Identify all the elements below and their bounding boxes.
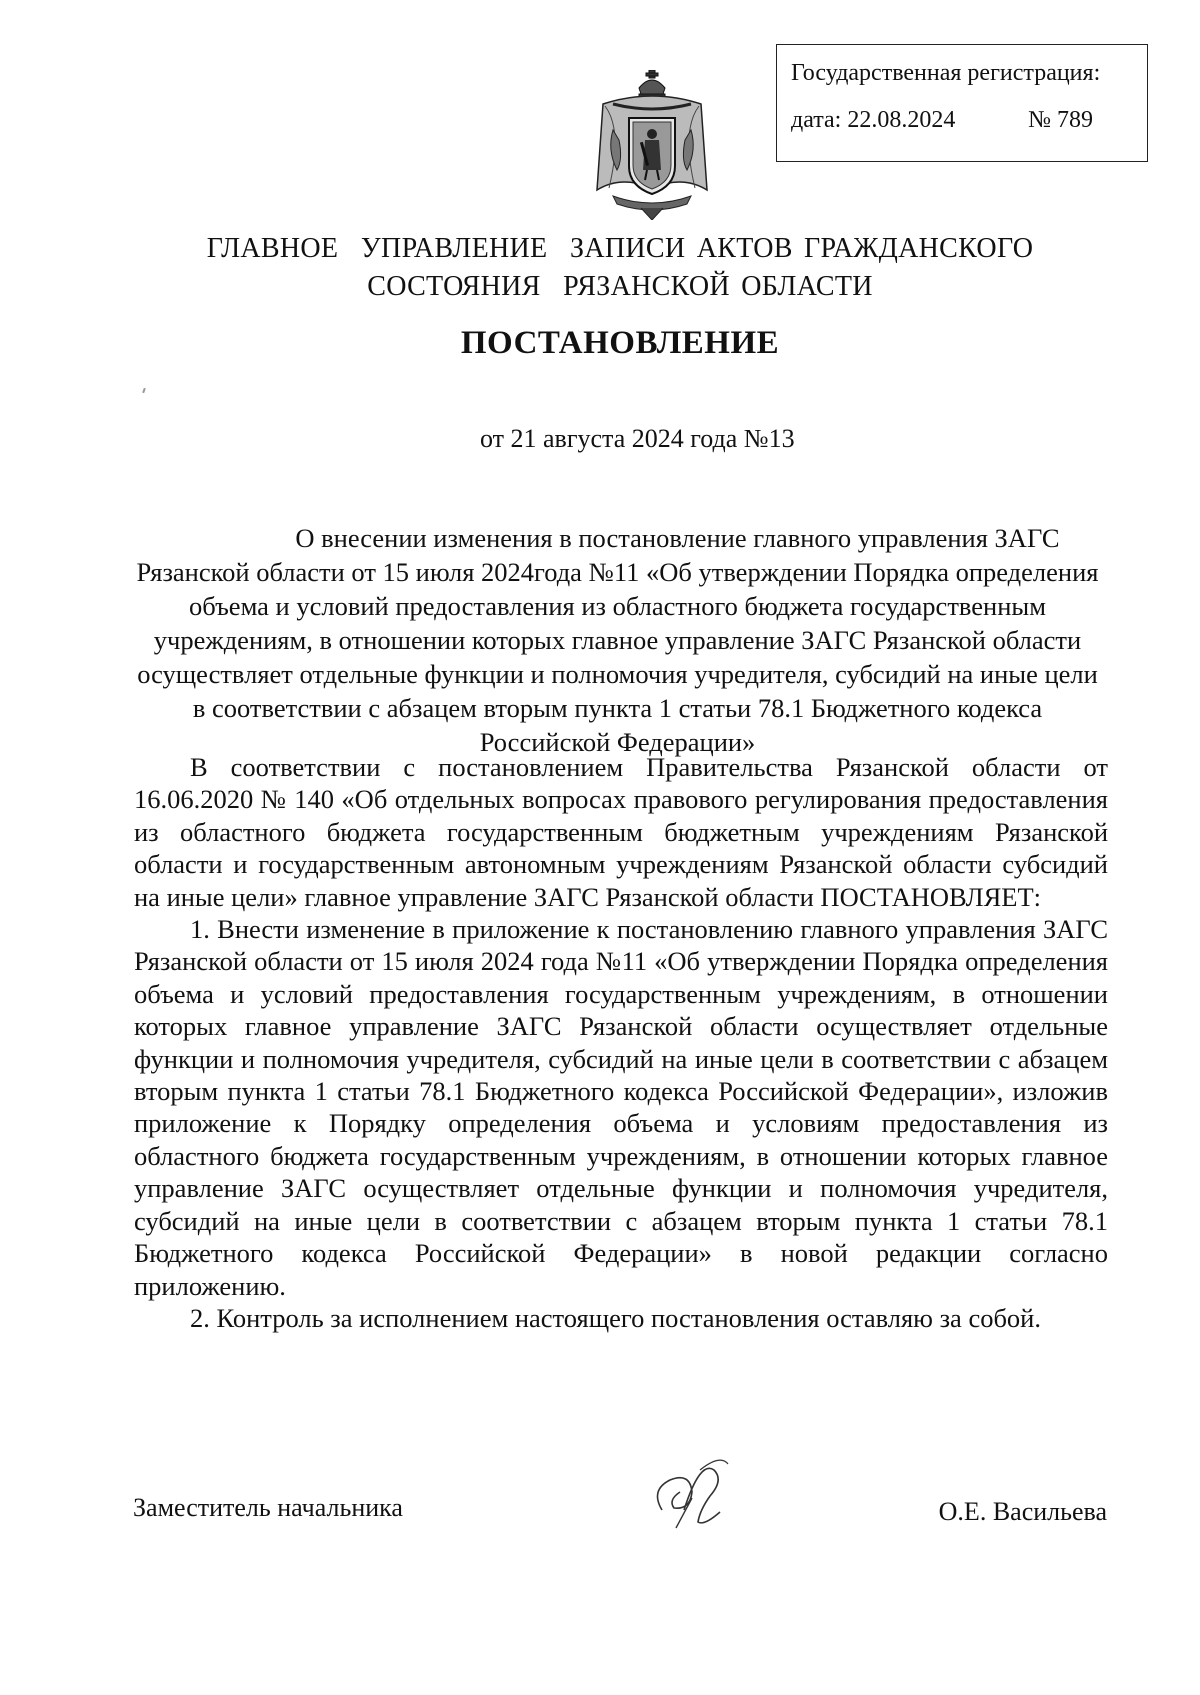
registration-row <box>791 106 1133 135</box>
document-date-number: от 21 августа 2024 года №13 <box>480 424 795 453</box>
registration-box <box>776 44 1148 162</box>
signatory-name: О.Е. Васильева <box>938 1497 1107 1526</box>
registration-date: дата: 22.08.2024 <box>791 106 956 133</box>
agency-name-line1: ГЛАВНОЕ УПРАВЛЕНИЕ ЗАПИСИ АКТОВ ГРАЖДАНСКОГО <box>206 233 1034 264</box>
body-item-2: 2. Контроль за исполнением настоящего постановления оставляю за собой. <box>190 1302 1041 1333</box>
scan-speck <box>142 388 146 393</box>
handwritten-signature-icon <box>640 1440 740 1540</box>
agency-name <box>120 230 1120 306</box>
ryazan-coat-of-arms-icon <box>583 70 721 220</box>
signatory-position: Заместитель начальника <box>133 1493 403 1522</box>
registration-number: № 789 <box>1028 106 1093 133</box>
body-item-1: 1. Внести изменение в приложение к постановлению главного управления ЗАГС Рязанской области от 15 июля 2024 года №11 «Об утверждении Порядка определения объема и условий предоставления государственным учреждениям, в отношении которых главное управление ЗАГС Рязанской области осуществляет отдельные функции и полномочия учредителя, субсидий на иные цели в соответствии с абзацем вторым пункта 1 статьи 78.1 Бюджетного кодекса Российской Федерации», изложив приложение к Порядку определения объема и условиям предоставления из областного бюджета государственным учреждениям, в отношении которых главное управление ЗАГС осуществляет отдельные функции и полномочия учредителя, субсидий на иные цели в соответствии с абзацем вторым пункта 1 статьи 78.1 Бюджетного кодекса Российской Федерации» в новой редакции согласно приложению. <box>134 914 1108 1301</box>
subject-text: О внесении изменения в постановление главного управления ЗАГС Рязанской области от 15 июля 2024года №11 «Об утверждении Порядка определения объема и условий предоставления из областного бюджета государственным учреждениям, в отношении которых главное управление ЗАГС Рязанской области осуществляет отдельные функции и полномочия учредителя, субсидий на иные цели в соответствии с абзацем вторым пункта 1 статьи 78.1 Бюджетного кодекса Российской Федерации» <box>136 523 1099 757</box>
document-type-title: ПОСТАНОВЛЕНИЕ <box>460 325 780 361</box>
document-subject <box>135 521 1100 759</box>
registration-title: Государственная регистрация: <box>791 60 1101 86</box>
agency-name-line2: СОСТОЯНИЯ РЯЗАНСКОЙ ОБЛАСТИ <box>367 271 873 302</box>
body-preamble: В соответствии с постановлением Правительства Рязанской области от 16.06.2020 № 140 «Об отдельных вопросах правового регулирования предоставления из областного бюджета государственным бюджетным учреждениям Рязанской области и государственным автономным учреждениям Рязанской области субсидий на иные цели» главное управление ЗАГС Рязанской области ПОСТАНОВЛЯЕТ: <box>134 752 1108 912</box>
document-body <box>134 751 1108 1334</box>
